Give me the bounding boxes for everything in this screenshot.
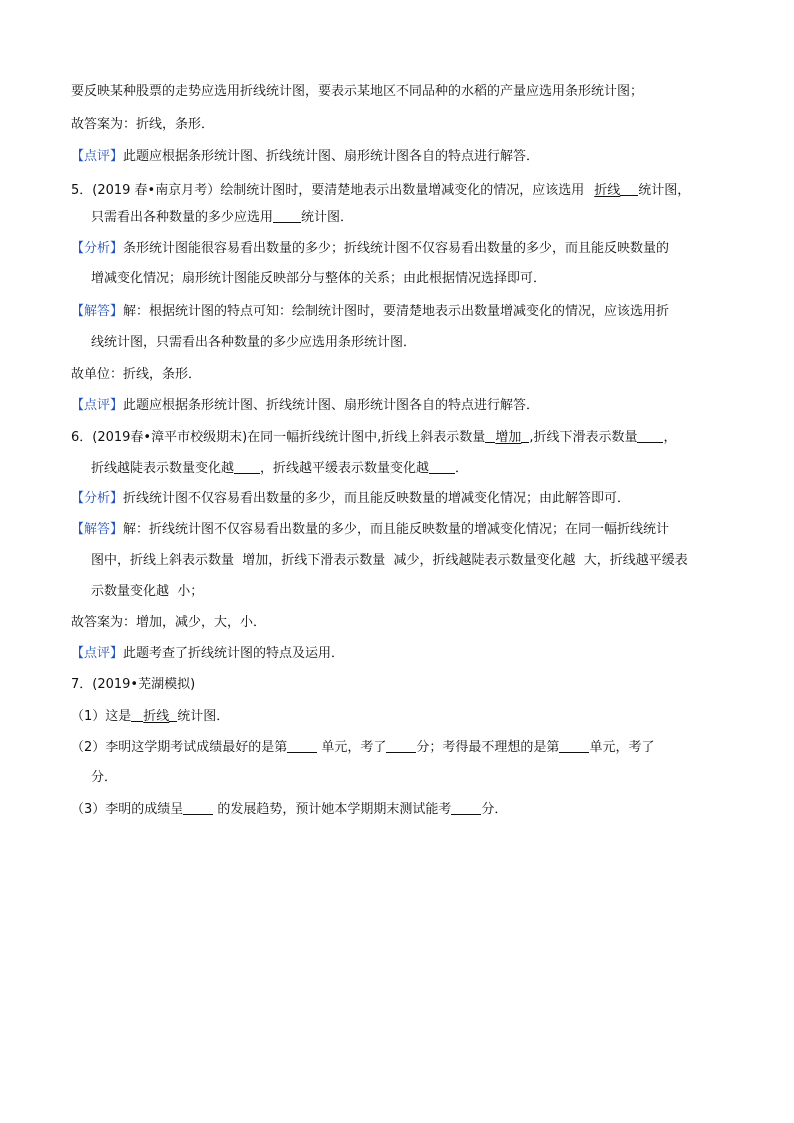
q7-sub2-blank-1	[287, 738, 317, 753]
q6-solution-3: 示数量变化越 小；	[91, 584, 204, 599]
q5-comment	[71, 397, 539, 415]
q5-analysis-line-1	[71, 240, 669, 258]
q7-sub1-blank-head	[131, 707, 143, 722]
analysis-tag: 【分析】	[71, 241, 124, 256]
intro-answer	[71, 116, 214, 134]
analysis-tag: 【分析】	[71, 491, 124, 506]
q6-mid-1: ,折线下滑表示数量	[529, 430, 638, 445]
comment-text: 此题应根据条形统计图、折线统计图、扇形统计图各自的特点进行解答．	[123, 149, 540, 164]
q7-sub2-blank-2	[386, 738, 416, 753]
q5-solution-2: 线统计图，只需看出各种数量的多少应选用条形统计图．	[91, 335, 417, 350]
q5-question-line-2	[91, 208, 353, 227]
q5-suffix-2: 统计图．	[301, 210, 354, 225]
q7-sub3-blank-2	[451, 800, 481, 815]
q6-blank-1: 增加	[495, 430, 522, 445]
q6-line2-b: ，折线越平缓表示数量变化越	[260, 461, 430, 476]
q6-question-line-2	[91, 459, 468, 478]
q7-sub3-blank-1	[183, 800, 213, 815]
q5-analysis-line-2	[91, 270, 546, 288]
intro-answer-text: 故答案为：折线，条形．	[71, 117, 215, 132]
q6-question-line-1	[71, 428, 676, 447]
comment-text: 此题应根据条形统计图、折线统计图、扇形统计图各自的特点进行解答．	[123, 398, 540, 413]
q6-comment	[71, 645, 344, 663]
q7-sub2-c: 分；考得最不理想的是第	[416, 740, 560, 755]
q7-title	[71, 676, 195, 694]
q7-sub3-a: （3）李明的成绩呈	[71, 802, 184, 817]
q5-question-line-1	[71, 181, 690, 200]
q6-line2-c: ．	[455, 461, 469, 476]
q6-solution-1: 解：折线统计图不仅容易看出数量的多少，而且能反映数量的增减变化情况；在同一幅折线统计	[123, 522, 670, 537]
q5-solution-line-2	[91, 334, 416, 352]
q5-analysis-1: 条形统计图能很容易看出数量的多少；折线统计图不仅容易看出数量的多少，而且能反映数量的	[123, 241, 670, 256]
q5-blank-1-tail	[620, 181, 638, 196]
intro-line-1	[71, 83, 643, 101]
q6-analysis-text: 折线统计图不仅容易看出数量的多少，而且能反映数量的增减变化情况；由此解答即可．	[123, 491, 631, 506]
solution-tag: 【解答】	[71, 304, 124, 319]
q7-sub3-b: 的发展趋势，预计她本学期期末测试能考	[213, 802, 452, 817]
intro-comment	[71, 148, 539, 166]
q5-blank-1: 折线	[594, 183, 621, 198]
comment-tag: 【点评】	[71, 646, 124, 661]
q7-title-text: 7．(2019•芜湖模拟)	[71, 677, 196, 692]
q5-answer-text: 故单位：折线，条形．	[71, 367, 202, 382]
q7-sub2-line2: 分．	[91, 770, 118, 785]
solution-tag: 【解答】	[71, 522, 124, 537]
q7-sub1	[71, 707, 229, 726]
q7-sub2-a: （2）李明这学期考试成绩最好的是第	[71, 740, 288, 755]
q6-answer-text: 故答案为：增加，减少，大，小．	[71, 615, 267, 630]
q5-blank-2	[273, 208, 301, 223]
q6-answer	[71, 614, 266, 632]
q6-solution-line-3	[91, 583, 203, 601]
q5-prefix: 5．(2019 春•南京月考）绘制统计图时，要清楚地表示出数量增减变化的情况，应该选用	[71, 183, 585, 198]
q6-solution-line-2	[91, 552, 688, 570]
q5-solution-line-1	[71, 303, 669, 321]
intro-text: 要反映某种股票的走势应选用折线统计图，要表示某地区不同品种的水稻的产量应选用条形统计图；	[71, 84, 644, 99]
q5-suffix-1: 统计图，	[638, 183, 691, 198]
q7-sub1-blank: 折线	[143, 709, 170, 724]
q6-analysis	[71, 490, 630, 508]
q7-sub3-c: 分．	[481, 802, 508, 817]
q6-blank-2	[637, 428, 663, 443]
q6-end-1: ，	[663, 430, 677, 445]
q5-solution-1: 解：根据统计图的特点可知：绘制统计图时，要清楚地表示出数量增减变化的情况，应该选用折	[123, 304, 670, 319]
q6-prefix: 6．(2019春•漳平市校级期末)在同一幅折线统计图中,折线上斜表示数量	[71, 430, 486, 445]
q7-sub2-line-2	[91, 769, 117, 787]
q5-analysis-2: 增减变化情况；扇形统计图能反映部分与整体的关系；由此根据情况选择即可．	[91, 271, 547, 286]
q6-blank-3	[234, 459, 260, 474]
q7-sub2-line-1	[71, 738, 654, 757]
q7-sub3	[71, 800, 507, 819]
q7-sub2-d: 单元，考了	[589, 740, 655, 755]
comment-tag: 【点评】	[71, 149, 124, 164]
comment-tag: 【点评】	[71, 398, 124, 413]
q6-solution-2: 图中，折线上斜表示数量 增加，折线下滑表示数量 减少，折线越陡表示数量变化越 大，折线越平缓表	[91, 553, 688, 568]
q5-line2-prefix: 只需看出各种数量的多少应选用	[91, 210, 274, 225]
q7-sub2-blank-3	[559, 738, 589, 753]
q5-answer	[71, 366, 201, 384]
q6-blank-4	[429, 459, 455, 474]
q6-blank-1-head	[485, 428, 495, 443]
q7-sub1-prefix: （1）这是	[71, 709, 132, 724]
q6-solution-line-1	[71, 521, 669, 539]
comment-text: 此题考查了折线统计图的特点及运用．	[123, 646, 345, 661]
q7-sub2-b: 单元，考了	[317, 740, 387, 755]
q6-line2-a: 折线越陡表示数量变化越	[91, 461, 235, 476]
q7-sub1-suffix: 统计图．	[177, 709, 230, 724]
